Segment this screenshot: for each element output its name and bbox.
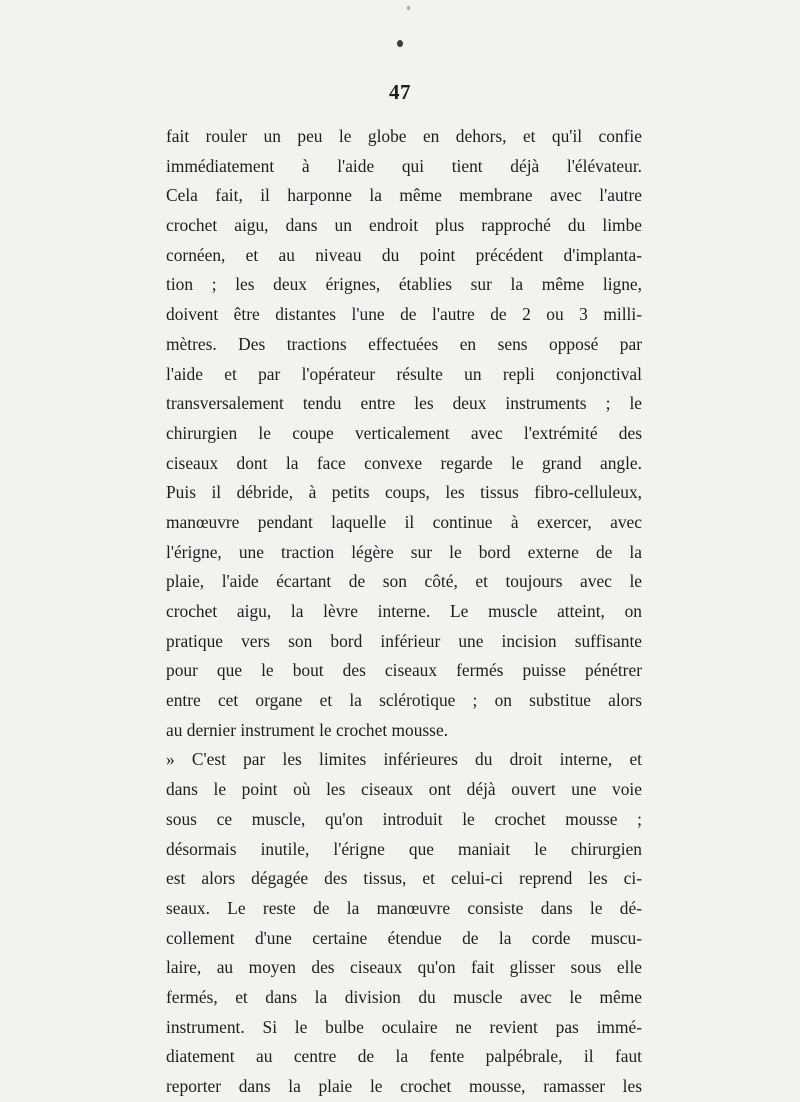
text-line: mètres. Des tractions effectuées en sens opposé par <box>166 333 642 354</box>
text-line: crochet aigu, dans un endroit plus rapproché du limbe <box>166 215 642 236</box>
text-line: est alors dégagée des tissus, et celui-ci reprend les ci- <box>166 868 642 889</box>
text-line: pratique vers son bord inférieur une incision suffisante <box>166 630 642 651</box>
ink-speck <box>397 40 403 47</box>
text-line: fait rouler un peu le globe en dehors, et qu'il confie <box>166 126 642 146</box>
text-line: désormais inutile, l'érigne que maniait le chirurgien <box>166 838 642 859</box>
text-line: immédiatement à l'aide qui tient déjà l'élévateur. <box>166 155 642 176</box>
text-line: tion ; les deux érignes, établies sur la même ligne, <box>166 274 642 295</box>
text-line: plaie, l'aide écartant de son côté, et toujours avec le <box>166 571 642 592</box>
text-line: Cela fait, il harponne la même membrane avec l'autre <box>166 185 642 206</box>
text-line: entre cet organe et la sclérotique ; on substitue alors <box>166 690 642 711</box>
text-line: dans le point où les ciseaux ont déjà ouvert une voie <box>166 779 642 800</box>
text-line: reporter dans la plaie le crochet mousse, ramasser les <box>166 1076 642 1096</box>
text-line: Puis il débride, à petits coups, les tissus fibro-celluleux, <box>166 482 642 503</box>
text-line: laire, au moyen des ciseaux qu'on fait glisser sous elle <box>166 957 642 978</box>
page-number: 47 <box>389 80 411 104</box>
text-line: chirurgien le coupe verticalement avec l'extrémité des <box>166 422 642 443</box>
text-line: fermés, et dans la division du muscle avec le même <box>166 986 642 1007</box>
text-line: diatement au centre de la fente palpébrale, il faut <box>166 1046 642 1067</box>
text-line: ciseaux dont la face convexe regarde le grand angle. <box>166 452 642 473</box>
text-line: » C'est par les limites inférieures du droit interne, et <box>166 749 642 770</box>
text-line: collement d'une certaine étendue de la corde muscu- <box>166 927 642 948</box>
text-line: cornéen, et au niveau du point précédent d'implanta- <box>166 244 642 265</box>
text-line: pour que le bout des ciseaux fermés puisse pénétrer <box>166 660 642 681</box>
text-line: transversalement tendu entre les deux instruments ; le <box>166 393 642 414</box>
body-text <box>166 122 642 1102</box>
text-line: au dernier instrument le crochet mousse. <box>166 719 449 740</box>
text-line: instrument. Si le bulbe oculaire ne revient pas immé- <box>166 1016 642 1037</box>
ink-speck <box>407 6 410 10</box>
text-line: crochet aigu, la lèvre interne. Le muscle atteint, on <box>166 601 642 621</box>
text-line: sous ce muscle, qu'on introduit le crochet mousse ; <box>166 808 642 829</box>
text-line: seaux. Le reste de la manœuvre consiste dans le dé- <box>166 897 642 918</box>
text-line: manœuvre pendant laquelle il continue à exercer, avec <box>166 511 642 532</box>
text-line: doivent être distantes l'une de l'autre de 2 ou 3 milli- <box>166 304 642 325</box>
text-line: l'aide et par l'opérateur résulte un repli conjonctival <box>166 363 642 384</box>
text-line: l'érigne, une traction légère sur le bord externe de la <box>166 541 642 562</box>
